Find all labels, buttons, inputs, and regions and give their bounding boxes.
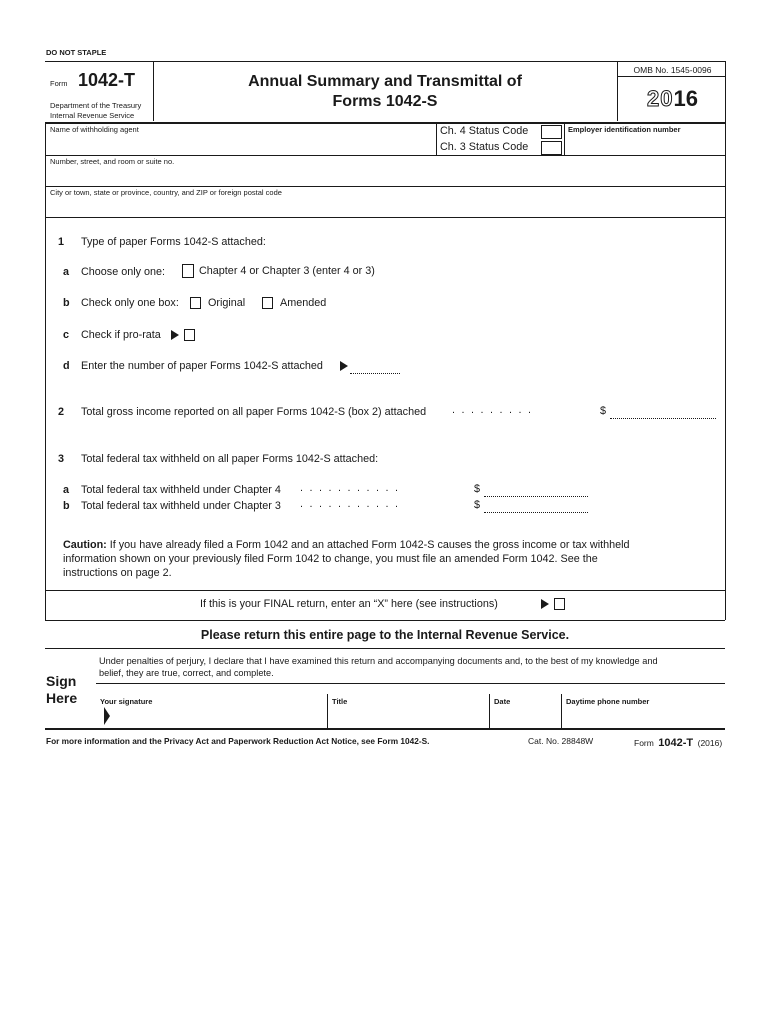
perjury-line-2: belief, they are true, correct, and complete.	[99, 667, 274, 678]
withholding-agent-name-label: Name of withholding agent	[50, 125, 139, 134]
agent-box-top	[45, 122, 725, 124]
ch4-status-code-field[interactable]	[541, 125, 562, 139]
sign-section-top	[45, 648, 725, 649]
caution-label: Caution:	[63, 539, 107, 551]
ein-divider	[564, 122, 565, 156]
header-divider-left	[153, 61, 154, 121]
ein-label: Employer identification number	[568, 125, 681, 134]
tax-year-bold: 16	[673, 86, 698, 111]
gross-income-field[interactable]	[610, 418, 716, 419]
date-label: Date	[494, 697, 511, 706]
line-1a-chapter-field[interactable]	[182, 264, 194, 278]
perjury-line-1: Under penalties of perjury, I declare that I have examined this return and accompanying documents and, to the best of my knowledge and	[99, 656, 658, 666]
original-label: Original	[208, 297, 246, 309]
signature-label: Your signature	[100, 697, 153, 706]
line-1-number: 1	[58, 236, 65, 248]
line-3-text: Total federal tax withheld on all paper Forms 1042-S attached:	[81, 453, 379, 465]
line-3b-leader-dots: ...........	[300, 498, 405, 510]
forms-count-field[interactable]	[350, 373, 400, 374]
line-1a-option-label: Chapter 4 or Chapter 3 (enter 4 or 3)	[199, 265, 375, 277]
amended-label: Amended	[280, 297, 327, 309]
phone-label: Daytime phone number	[566, 697, 650, 706]
line-1c-text: Check if pro-rata	[81, 329, 161, 341]
agent-row-divider-1	[45, 155, 725, 156]
department-label: Department of the Treasury	[50, 101, 142, 110]
line-1c-letter: c	[63, 329, 70, 341]
final-return-bottom	[45, 620, 725, 621]
form-label: Form	[50, 79, 68, 88]
street-address-label: Number, street, and room or suite no.	[50, 157, 175, 166]
ch3-status-code-field[interactable]	[541, 141, 562, 155]
line-3a-text: Total federal tax withheld under Chapter 4	[81, 484, 281, 496]
caution-line-2: information shown on your previously filed Form 1042 to change, you must file an amended Form 1042. See the	[63, 553, 598, 565]
line-3a-leader-dots: ...........	[300, 482, 405, 494]
title-divider	[327, 694, 328, 728]
caution-line-3: instructions on page 2.	[63, 567, 172, 579]
chapter-4-tax-field[interactable]	[484, 496, 588, 497]
title-field[interactable]	[329, 706, 487, 728]
form-id-block	[50, 70, 160, 91]
caution-note	[63, 538, 713, 580]
tax-year	[620, 86, 725, 112]
line-1-text: Type of paper Forms 1042-S attached:	[81, 236, 266, 248]
title-label: Title	[332, 697, 348, 706]
original-checkbox[interactable]	[190, 297, 201, 309]
header-divider-right	[617, 61, 618, 121]
sign-fields-top	[96, 683, 725, 684]
agent-row-divider-2	[45, 186, 725, 187]
final-return-checkbox[interactable]	[554, 598, 565, 610]
chapter-3-tax-field[interactable]	[484, 512, 588, 513]
privacy-notice: For more information and the Privacy Act and Paperwork Reduction Act Notice, see Form 1042-S.	[46, 736, 430, 746]
footer-form-year: (2016)	[697, 738, 723, 748]
top-border	[45, 61, 725, 62]
footer-form-number: 1042-T	[658, 737, 694, 749]
phone-field[interactable]	[563, 706, 723, 728]
status-divider	[436, 122, 437, 156]
final-return-arrow-icon	[541, 599, 549, 609]
title-line-2: Forms 1042-S	[332, 93, 438, 110]
city-state-zip-label: City or town, state or province, country, and ZIP or foreign postal code	[50, 188, 282, 197]
catalog-number: Cat. No. 28848W	[528, 736, 594, 746]
sign-here-label	[46, 673, 77, 707]
form-number: 1042-T	[77, 70, 135, 90]
ch4-status-label: Ch. 4 Status Code	[440, 125, 529, 137]
phone-divider	[561, 694, 562, 728]
sign-label: Sign	[46, 673, 77, 689]
form-title	[160, 72, 610, 112]
omb-number: OMB No. 1545-0096	[633, 65, 712, 75]
irs-label: Internal Revenue Service	[50, 111, 135, 120]
footer-form-label: Form	[634, 738, 654, 748]
line-1b-text: Check only one box:	[81, 297, 179, 309]
amended-checkbox[interactable]	[262, 297, 273, 309]
line-2-text: Total gross income reported on all paper Forms 1042-S (box 2) attached	[81, 406, 427, 418]
forms-count-arrow-icon	[340, 361, 348, 371]
ch3-status-label: Ch. 3 Status Code	[440, 141, 529, 153]
signature-field[interactable]	[99, 694, 325, 728]
pro-rata-arrow-icon	[171, 330, 179, 340]
agent-box-bottom	[45, 217, 725, 218]
line-2-dollar-sign: $	[600, 405, 607, 417]
perjury-statement	[99, 656, 729, 679]
caution-line-1: If you have already filed a Form 1042 and an attached Form 1042-S causes the gross income or tax withheld	[106, 539, 630, 551]
line-2-leader-dots: .........	[452, 404, 538, 416]
return-notice: Please return this entire page to the Internal Revenue Service.	[200, 628, 570, 642]
omb-divider	[617, 76, 725, 77]
final-return-text: If this is your FINAL return, enter an “X” here (see instructions)	[200, 598, 498, 610]
line-3a-dollar-sign: $	[474, 483, 481, 495]
date-divider	[489, 694, 490, 728]
sign-section-bottom	[45, 728, 725, 730]
line-3-number: 3	[58, 453, 65, 465]
line-2-number: 2	[58, 406, 65, 418]
line-1b-letter: b	[63, 297, 70, 309]
pro-rata-checkbox[interactable]	[184, 329, 195, 341]
final-return-top	[45, 590, 725, 591]
form-left-border	[45, 122, 46, 620]
date-field[interactable]	[491, 706, 559, 728]
line-1a-text: Choose only one:	[81, 266, 166, 278]
line-3b-dollar-sign: $	[474, 499, 481, 511]
line-3a-letter: a	[63, 484, 70, 496]
form-right-border	[725, 61, 726, 620]
line-3b-text: Total federal tax withheld under Chapter 3	[81, 500, 281, 512]
line-1d-letter: d	[63, 360, 70, 372]
line-1a-letter: a	[63, 266, 70, 278]
here-label: Here	[46, 690, 78, 706]
footer-form-id	[634, 733, 722, 751]
tax-year-outline: 20	[647, 86, 674, 111]
line-1d-text: Enter the number of paper Forms 1042-S attached	[81, 360, 323, 372]
title-line-1: Annual Summary and Transmittal of	[248, 73, 522, 90]
do-not-staple: DO NOT STAPLE	[46, 48, 107, 57]
line-3b-letter: b	[63, 500, 70, 512]
